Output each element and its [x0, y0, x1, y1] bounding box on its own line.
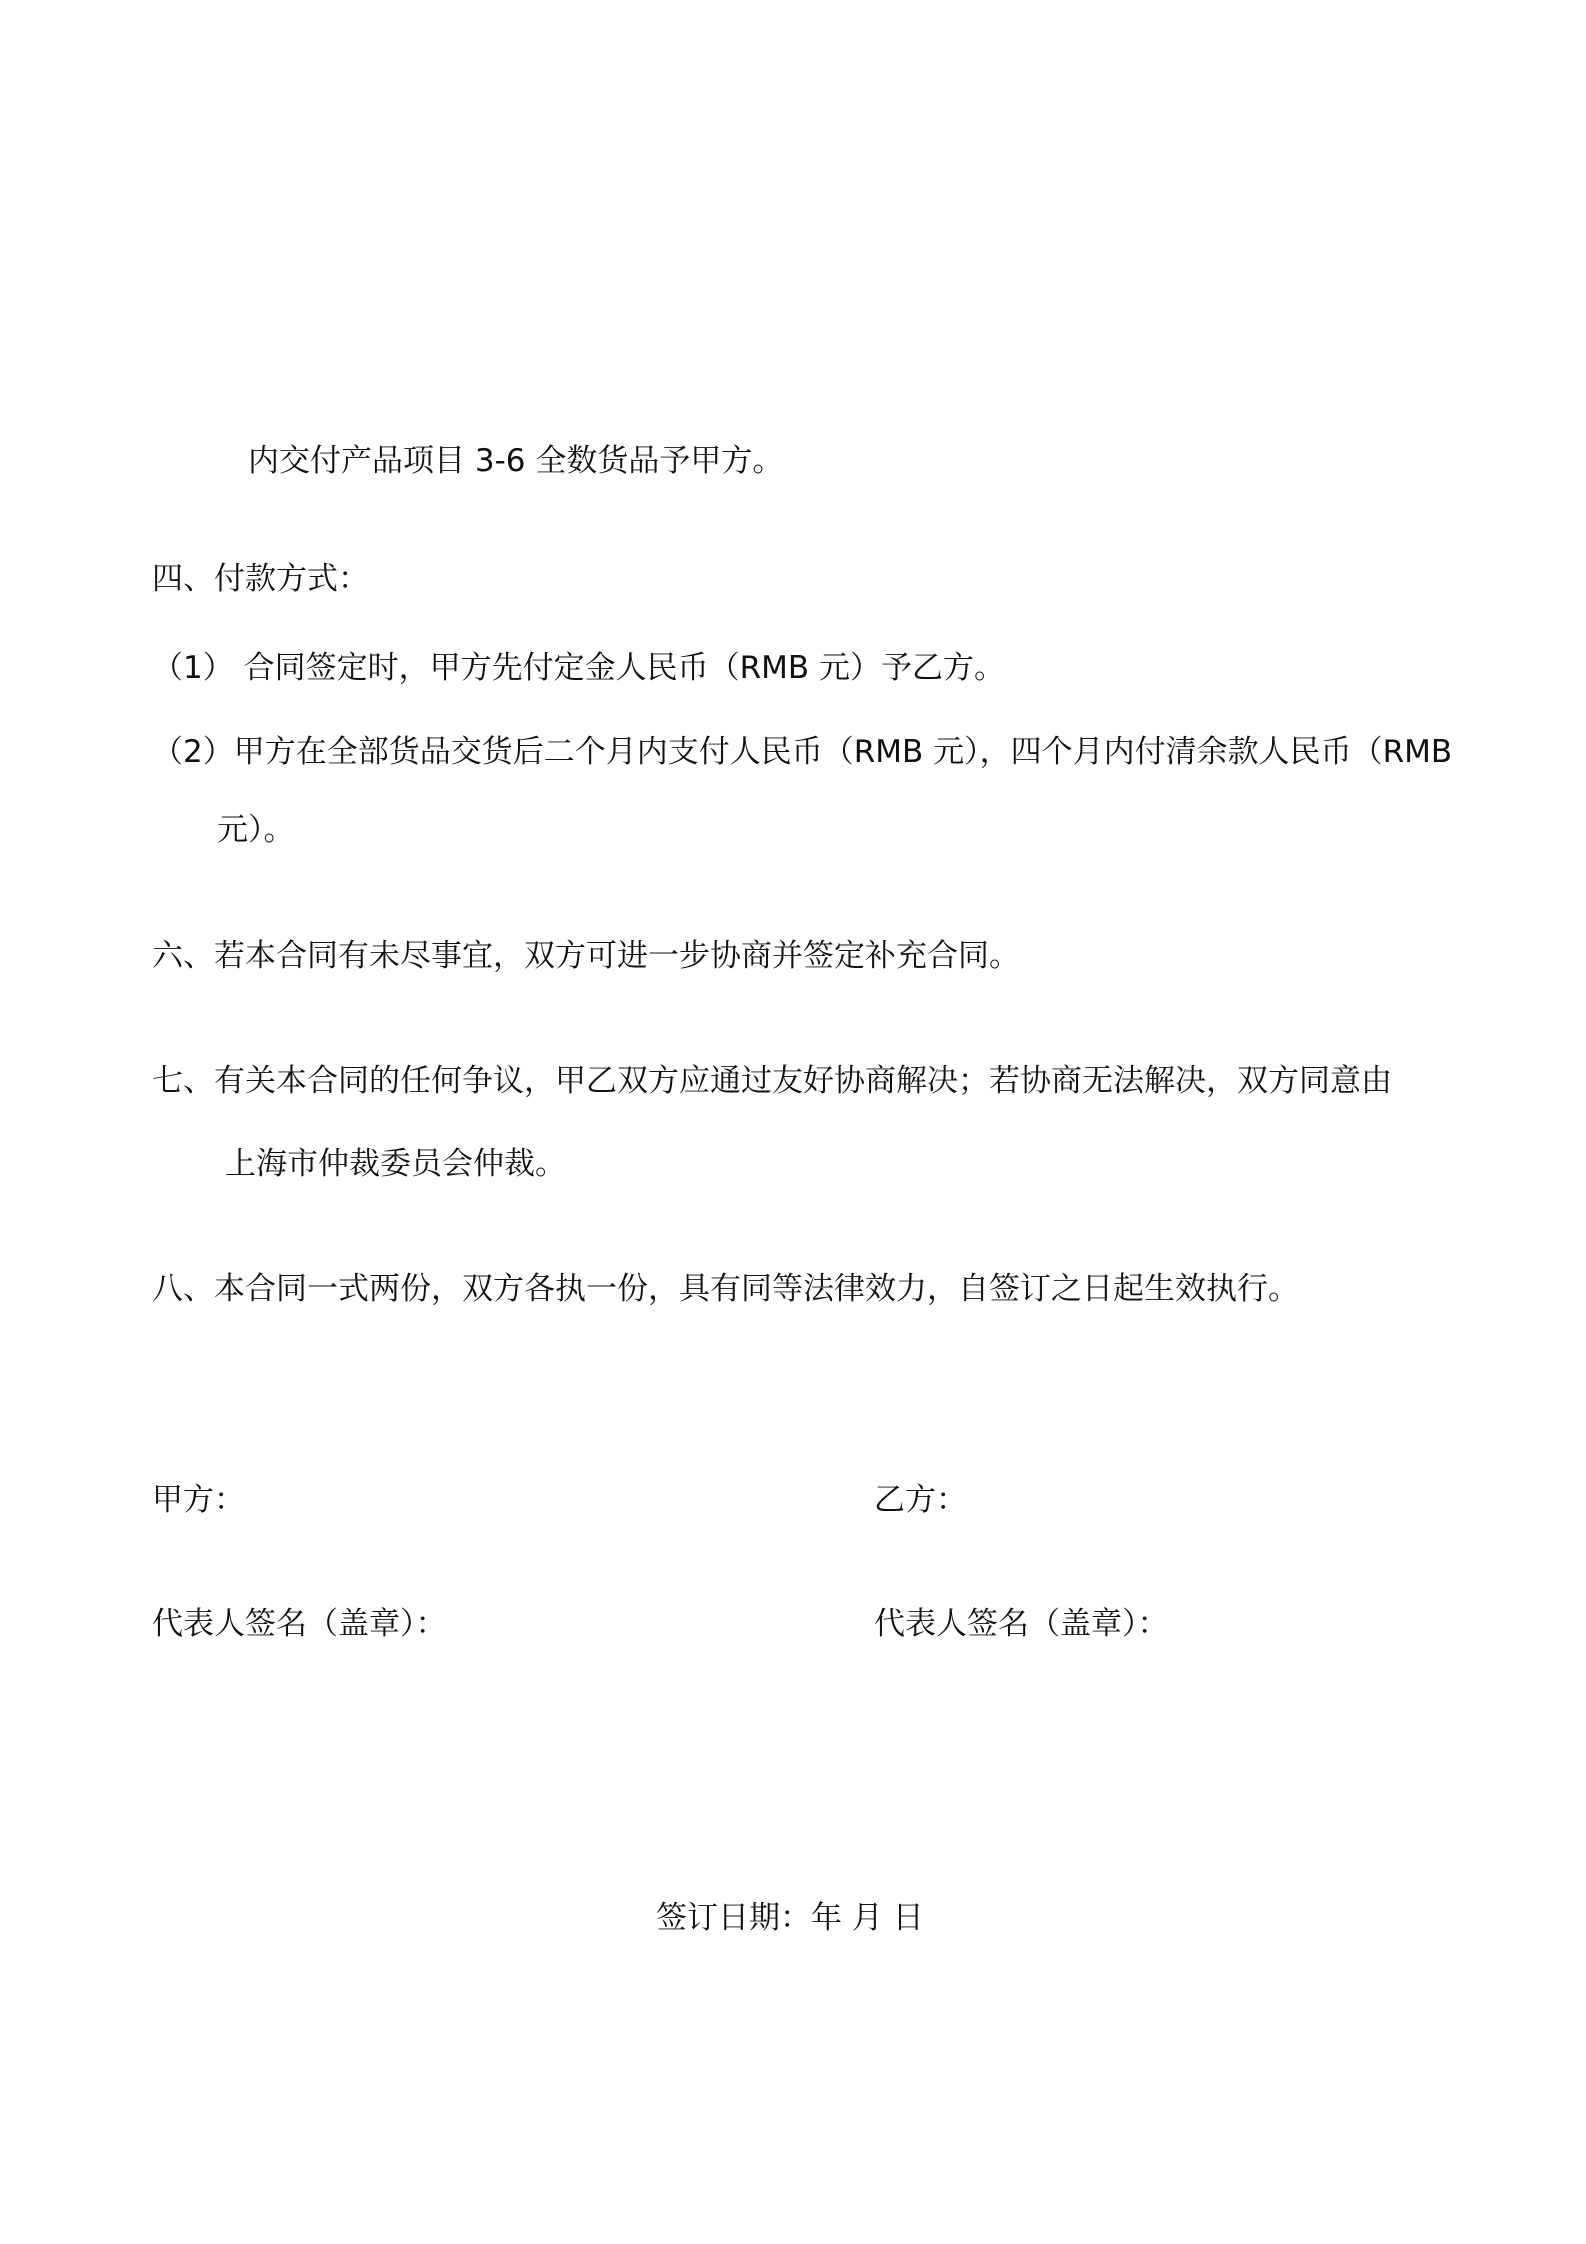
signing-date: 签订日期：年 月 日: [656, 1900, 924, 1936]
clause-7-line-2: 上海市仲裁委员会仲裁。: [225, 1146, 566, 1182]
party-b-label: 乙方：: [874, 1482, 967, 1518]
payment-item-2-line-1: （2）甲方在全部货品交货后二个月内支付人民币（RMB 元），四个月内付清余款人民币（RMB: [152, 734, 1453, 770]
clause-8: 八、本合同一式两份，双方各执一份，具有同等法律效力，自签订之日起生效执行。: [152, 1271, 1299, 1307]
payment-item-1: （1） 合同签定时，甲方先付定金人民币（RMB 元）予乙方。: [152, 650, 1005, 686]
party-a-label: 甲方：: [152, 1482, 245, 1518]
clause-6: 六、若本合同有未尽事宜，双方可进一步协商并签定补充合同。: [152, 938, 1020, 974]
party-a-representative-signature: 代表人签名（盖章）：: [152, 1606, 447, 1642]
payment-heading: 四、付款方式：: [152, 561, 369, 597]
continued-clause-text: 内交付产品项目 3-6 全数货品予甲方。: [248, 443, 784, 479]
payment-item-2-line-2: 元）。: [217, 812, 295, 848]
party-b-representative-signature: 代表人签名（盖章）：: [874, 1606, 1169, 1642]
clause-7-line-1: 七、有关本合同的任何争议，甲乙双方应通过友好协商解决；若协商无法解决，双方同意由: [152, 1063, 1392, 1099]
